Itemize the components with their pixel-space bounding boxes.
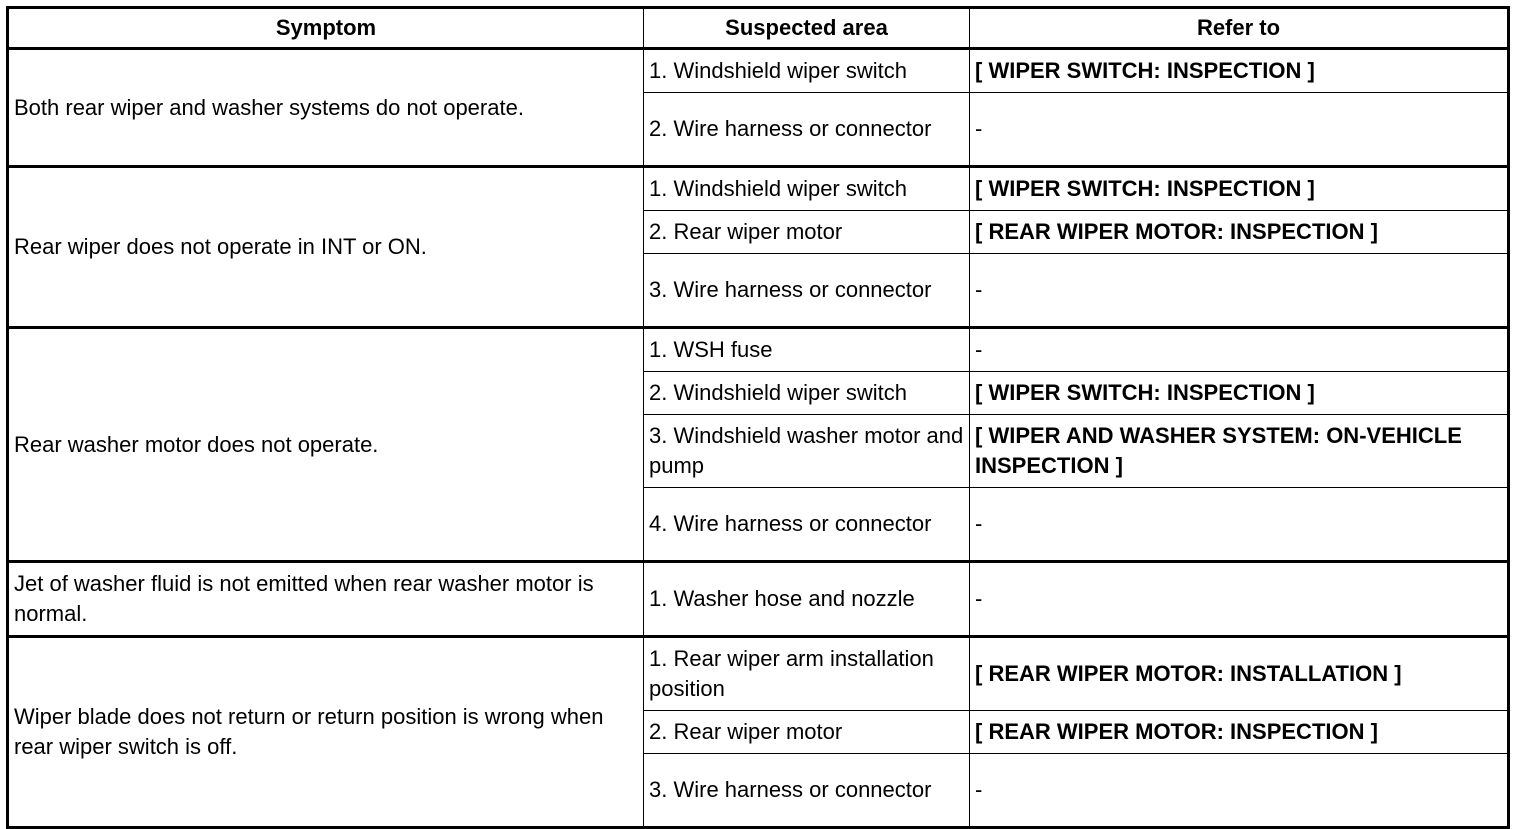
refer-link[interactable]: [ REAR WIPER MOTOR: INSPECTION ]: [970, 711, 1509, 754]
symptom-cell: Both rear wiper and washer systems do not operate.: [8, 49, 644, 167]
table-row: [8, 49, 1509, 93]
suspected-area-cell: 1. Rear wiper arm installation position: [644, 637, 970, 711]
refer-link[interactable]: [ WIPER SWITCH: INSPECTION ]: [970, 49, 1509, 93]
symptom-cell: Rear wiper does not operate in INT or ON.: [8, 167, 644, 328]
table-row: [8, 637, 1509, 711]
refer-cell: -: [970, 328, 1509, 372]
header-symptom: Symptom: [8, 8, 644, 49]
refer-link[interactable]: [ WIPER AND WASHER SYSTEM: ON-VEHICLE INSPECTION ]: [970, 415, 1509, 488]
refer-cell: -: [970, 93, 1509, 167]
symptom-cell: Rear washer motor does not operate.: [8, 328, 644, 562]
refer-link[interactable]: [ REAR WIPER MOTOR: INSTALLATION ]: [970, 637, 1509, 711]
header-suspected-area: Suspected area: [644, 8, 970, 49]
refer-link[interactable]: [ WIPER SWITCH: INSPECTION ]: [970, 167, 1509, 211]
suspected-area-cell: 2. Rear wiper motor: [644, 711, 970, 754]
suspected-area-cell: 1. Washer hose and nozzle: [644, 562, 970, 637]
table-row: [8, 328, 1509, 372]
symptom-cell: Jet of washer fluid is not emitted when rear washer motor is normal.: [8, 562, 644, 637]
suspected-area-cell: 3. Windshield washer motor and pump: [644, 415, 970, 488]
suspected-area-cell: 1. Windshield wiper switch: [644, 167, 970, 211]
table-row: [8, 562, 1509, 637]
suspected-area-cell: 2. Windshield wiper switch: [644, 372, 970, 415]
header-refer-to: Refer to: [970, 8, 1509, 49]
suspected-area-cell: 2. Wire harness or connector: [644, 93, 970, 167]
troubleshooting-table: [6, 6, 1510, 829]
refer-cell: -: [970, 488, 1509, 562]
suspected-area-cell: 3. Wire harness or connector: [644, 754, 970, 828]
refer-link[interactable]: [ WIPER SWITCH: INSPECTION ]: [970, 372, 1509, 415]
suspected-area-cell: 2. Rear wiper motor: [644, 211, 970, 254]
refer-cell: -: [970, 562, 1509, 637]
table-row: [8, 167, 1509, 211]
refer-link[interactable]: [ REAR WIPER MOTOR: INSPECTION ]: [970, 211, 1509, 254]
suspected-area-cell: 4. Wire harness or connector: [644, 488, 970, 562]
refer-cell: -: [970, 754, 1509, 828]
symptom-cell: Wiper blade does not return or return position is wrong when rear wiper switch is off.: [8, 637, 644, 828]
refer-cell: -: [970, 254, 1509, 328]
suspected-area-cell: 3. Wire harness or connector: [644, 254, 970, 328]
suspected-area-cell: 1. WSH fuse: [644, 328, 970, 372]
table-header-row: [8, 8, 1509, 49]
suspected-area-cell: 1. Windshield wiper switch: [644, 49, 970, 93]
